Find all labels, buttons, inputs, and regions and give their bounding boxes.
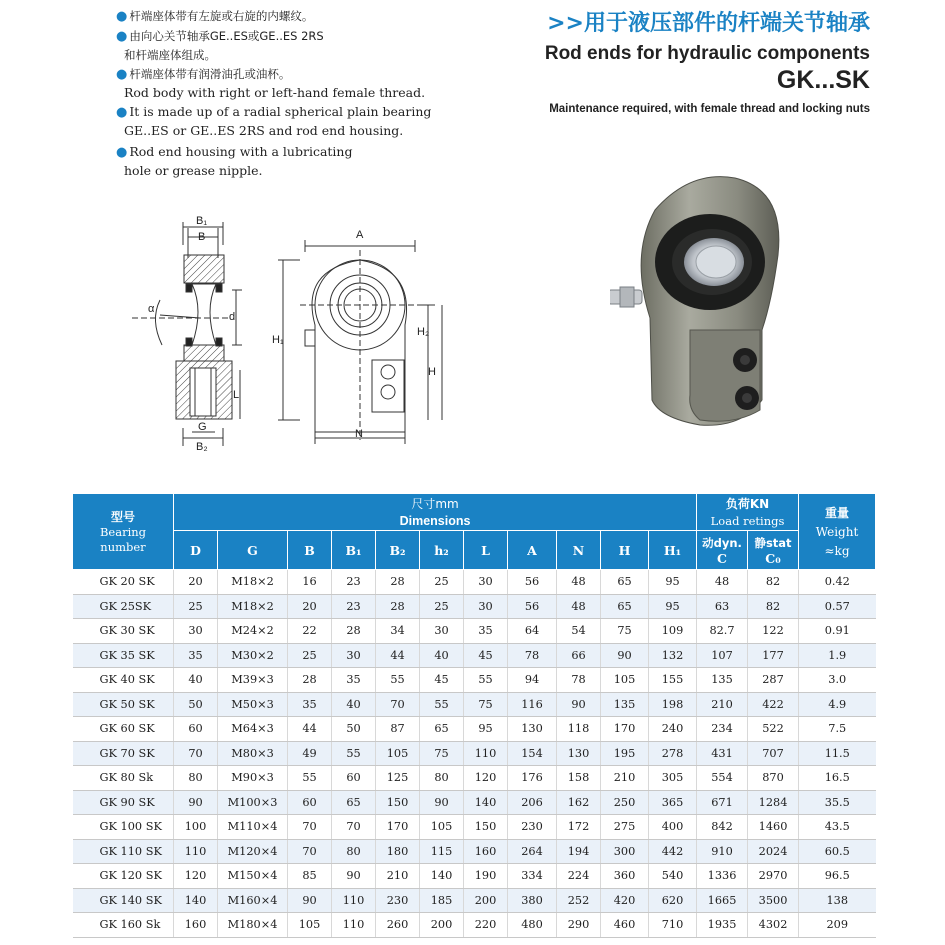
- value-cell: 442: [649, 839, 697, 864]
- label-h1: H₁: [272, 334, 284, 346]
- value-cell: M150×4: [218, 864, 288, 889]
- value-cell: 109: [649, 619, 697, 644]
- value-cell: 30: [464, 594, 508, 619]
- value-cell: 0.42: [799, 570, 876, 595]
- value-cell: 110: [464, 741, 508, 766]
- value-cell: 278: [649, 741, 697, 766]
- model-cell: GK 40 SK: [73, 668, 174, 693]
- table-row: [73, 888, 876, 913]
- value-cell: 198: [649, 692, 697, 717]
- value-cell: 65: [420, 717, 464, 742]
- col-g: G: [218, 531, 288, 570]
- col-h1: H₁: [649, 531, 697, 570]
- value-cell: 66: [557, 643, 601, 668]
- table-row: [73, 864, 876, 889]
- model-cell: GK 70 SK: [73, 741, 174, 766]
- value-cell: 210: [376, 864, 420, 889]
- value-cell: 90: [288, 888, 332, 913]
- value-cell: 40: [332, 692, 376, 717]
- dimensions-table: [72, 493, 876, 938]
- model-cell: GK 90 SK: [73, 790, 174, 815]
- table-row: [73, 619, 876, 644]
- value-cell: 150: [464, 815, 508, 840]
- value-cell: 870: [748, 766, 799, 791]
- value-cell: 30: [464, 570, 508, 595]
- value-cell: 75: [420, 741, 464, 766]
- value-cell: M120×4: [218, 839, 288, 864]
- value-cell: 365: [649, 790, 697, 815]
- value-cell: 56: [508, 594, 557, 619]
- value-cell: 110: [332, 913, 376, 938]
- value-cell: 115: [420, 839, 464, 864]
- table-row: [73, 766, 876, 791]
- value-cell: 194: [557, 839, 601, 864]
- value-cell: 380: [508, 888, 557, 913]
- value-cell: 100: [174, 815, 218, 840]
- value-cell: 120: [464, 766, 508, 791]
- value-cell: 138: [799, 888, 876, 913]
- value-cell: 35: [174, 643, 218, 668]
- value-cell: M90×3: [218, 766, 288, 791]
- value-cell: 122: [748, 619, 799, 644]
- value-cell: 64: [508, 619, 557, 644]
- value-cell: 522: [748, 717, 799, 742]
- value-cell: M110×4: [218, 815, 288, 840]
- value-cell: M100×3: [218, 790, 288, 815]
- value-cell: 43.5: [799, 815, 876, 840]
- value-cell: 60.5: [799, 839, 876, 864]
- value-cell: 30: [332, 643, 376, 668]
- value-cell: 56: [508, 570, 557, 595]
- table-row: [73, 594, 876, 619]
- label-b: B: [198, 231, 206, 243]
- value-cell: 110: [332, 888, 376, 913]
- value-cell: 220: [464, 913, 508, 938]
- bullet-icon: ●: [116, 105, 128, 120]
- value-cell: 176: [508, 766, 557, 791]
- label-b1: B₁: [196, 215, 208, 227]
- header-weight: 重量 Weight ≈kg: [799, 494, 876, 570]
- col-b1: B₁: [332, 531, 376, 570]
- value-cell: 250: [601, 790, 649, 815]
- value-cell: M18×2: [218, 594, 288, 619]
- label-a: A: [356, 229, 364, 241]
- value-cell: 2970: [748, 864, 799, 889]
- value-cell: 170: [376, 815, 420, 840]
- model-cell: GK 140 SK: [73, 888, 174, 913]
- value-cell: 105: [420, 815, 464, 840]
- table-row: [73, 570, 876, 595]
- value-cell: 1460: [748, 815, 799, 840]
- model-cell: GK 60 SK: [73, 717, 174, 742]
- value-cell: M24×2: [218, 619, 288, 644]
- feature-cn-3: ● 杆端座体带有润滑油孔或油杯。: [116, 67, 291, 82]
- value-cell: 78: [508, 643, 557, 668]
- value-cell: 210: [601, 766, 649, 791]
- value-cell: 480: [508, 913, 557, 938]
- value-cell: 116: [508, 692, 557, 717]
- value-cell: 1665: [697, 888, 748, 913]
- value-cell: 170: [601, 717, 649, 742]
- value-cell: 1336: [697, 864, 748, 889]
- bullet-icon: ●: [116, 9, 128, 24]
- model-cell: GK 35 SK: [73, 643, 174, 668]
- col-b: B: [288, 531, 332, 570]
- table-row: [73, 815, 876, 840]
- model-cell: GK 110 SK: [73, 839, 174, 864]
- value-cell: 158: [557, 766, 601, 791]
- value-cell: 65: [601, 594, 649, 619]
- value-cell: 105: [601, 668, 649, 693]
- value-cell: 70: [376, 692, 420, 717]
- value-cell: 96.5: [799, 864, 876, 889]
- table-row: [73, 668, 876, 693]
- value-cell: 75: [601, 619, 649, 644]
- label-b2: B₂: [196, 441, 208, 453]
- value-cell: 132: [649, 643, 697, 668]
- value-cell: 25: [420, 570, 464, 595]
- value-cell: M180×4: [218, 913, 288, 938]
- value-cell: 120: [174, 864, 218, 889]
- value-cell: 707: [748, 741, 799, 766]
- value-cell: 80: [174, 766, 218, 791]
- value-cell: 185: [420, 888, 464, 913]
- value-cell: 80: [332, 839, 376, 864]
- value-cell: 105: [288, 913, 332, 938]
- label-l: L: [233, 389, 240, 401]
- value-cell: 25: [288, 643, 332, 668]
- value-cell: 162: [557, 790, 601, 815]
- value-cell: 710: [649, 913, 697, 938]
- value-cell: 252: [557, 888, 601, 913]
- value-cell: 150: [376, 790, 420, 815]
- table-row: [73, 741, 876, 766]
- col-h2: h₂: [420, 531, 464, 570]
- value-cell: 300: [601, 839, 649, 864]
- value-cell: 422: [748, 692, 799, 717]
- label-g: G: [198, 421, 207, 433]
- feature-en-2: ● It is made up of a radial spherical plain bearing: [116, 104, 432, 120]
- value-cell: 460: [601, 913, 649, 938]
- value-cell: 60: [174, 717, 218, 742]
- value-cell: 671: [697, 790, 748, 815]
- value-cell: 60: [332, 766, 376, 791]
- col-h: H: [601, 531, 649, 570]
- label-h2: H₂: [417, 326, 430, 338]
- value-cell: 305: [649, 766, 697, 791]
- value-cell: 230: [376, 888, 420, 913]
- value-cell: 0.91: [799, 619, 876, 644]
- value-cell: 90: [557, 692, 601, 717]
- value-cell: 400: [649, 815, 697, 840]
- value-cell: 22: [288, 619, 332, 644]
- value-cell: 70: [174, 741, 218, 766]
- bullet-icon: ●: [116, 145, 128, 160]
- value-cell: 45: [464, 643, 508, 668]
- value-cell: 160: [174, 913, 218, 938]
- col-l: L: [464, 531, 508, 570]
- bullet-icon: ●: [116, 67, 128, 82]
- value-cell: 48: [557, 570, 601, 595]
- bullet-icon: ●: [116, 29, 128, 44]
- value-cell: 160: [464, 839, 508, 864]
- subtitle: Maintenance required, with female thread and locking nuts: [549, 103, 870, 115]
- model-cell: GK 100 SK: [73, 815, 174, 840]
- value-cell: M80×3: [218, 741, 288, 766]
- section-view: [132, 222, 242, 446]
- label-h: H: [428, 366, 436, 378]
- value-cell: 28: [376, 570, 420, 595]
- value-cell: 90: [174, 790, 218, 815]
- feature-en-2b: GE..ES or GE..ES 2RS and rod end housing.: [124, 123, 404, 138]
- title-cn: >>用于液压部件的杆端关节轴承: [547, 11, 870, 36]
- value-cell: 82.7: [697, 619, 748, 644]
- value-cell: 35: [464, 619, 508, 644]
- value-cell: 1.9: [799, 643, 876, 668]
- value-cell: 107: [697, 643, 748, 668]
- value-cell: 224: [557, 864, 601, 889]
- value-cell: 45: [420, 668, 464, 693]
- model-cell: GK 20 SK: [73, 570, 174, 595]
- value-cell: 85: [288, 864, 332, 889]
- col-n: N: [557, 531, 601, 570]
- value-cell: 35: [288, 692, 332, 717]
- feature-cn-2: ● 由向心关节轴承GE..ES或GE..ES 2RS: [116, 29, 324, 44]
- value-cell: 140: [464, 790, 508, 815]
- table-row: [73, 643, 876, 668]
- value-cell: M50×3: [218, 692, 288, 717]
- value-cell: 154: [508, 741, 557, 766]
- col-dyn: 动dyn. C: [697, 531, 748, 570]
- feature-cn-2b: 和杆端座体组成。: [124, 48, 216, 62]
- value-cell: 54: [557, 619, 601, 644]
- value-cell: 200: [420, 913, 464, 938]
- technical-drawing: [120, 205, 450, 460]
- value-cell: 140: [420, 864, 464, 889]
- value-cell: 90: [420, 790, 464, 815]
- value-cell: 95: [649, 594, 697, 619]
- value-cell: 44: [376, 643, 420, 668]
- value-cell: 135: [697, 668, 748, 693]
- value-cell: 90: [601, 643, 649, 668]
- value-cell: 554: [697, 766, 748, 791]
- value-cell: 82: [748, 570, 799, 595]
- value-cell: 130: [508, 717, 557, 742]
- model-cell: GK 120 SK: [73, 864, 174, 889]
- value-cell: 431: [697, 741, 748, 766]
- title-en: Rod ends for hydraulic components: [544, 43, 870, 64]
- col-a: A: [508, 531, 557, 570]
- header-load: 负荷KN Load retings: [697, 494, 799, 531]
- value-cell: 172: [557, 815, 601, 840]
- header-model: 型号 Bearing number: [73, 494, 174, 570]
- value-cell: 65: [332, 790, 376, 815]
- value-cell: 7.5: [799, 717, 876, 742]
- value-cell: 70: [332, 815, 376, 840]
- value-cell: 16: [288, 570, 332, 595]
- value-cell: 0.57: [799, 594, 876, 619]
- value-cell: 35: [332, 668, 376, 693]
- value-cell: 110: [174, 839, 218, 864]
- value-cell: 55: [376, 668, 420, 693]
- value-cell: 63: [697, 594, 748, 619]
- value-cell: 620: [649, 888, 697, 913]
- value-cell: 105: [376, 741, 420, 766]
- value-cell: 264: [508, 839, 557, 864]
- table-row: [73, 692, 876, 717]
- value-cell: 30: [174, 619, 218, 644]
- value-cell: 260: [376, 913, 420, 938]
- model-cell: GK 80 Sk: [73, 766, 174, 791]
- value-cell: 48: [557, 594, 601, 619]
- value-cell: 190: [464, 864, 508, 889]
- value-cell: 130: [557, 741, 601, 766]
- value-cell: 70: [288, 815, 332, 840]
- value-cell: 118: [557, 717, 601, 742]
- value-cell: 4.9: [799, 692, 876, 717]
- value-cell: 95: [649, 570, 697, 595]
- value-cell: 240: [649, 717, 697, 742]
- value-cell: 82: [748, 594, 799, 619]
- table-row: [73, 790, 876, 815]
- value-cell: 287: [748, 668, 799, 693]
- value-cell: 16.5: [799, 766, 876, 791]
- col-stat: 静stat C₀: [748, 531, 799, 570]
- value-cell: 11.5: [799, 741, 876, 766]
- value-cell: M18×2: [218, 570, 288, 595]
- table-row: [73, 717, 876, 742]
- value-cell: 195: [601, 741, 649, 766]
- value-cell: 75: [464, 692, 508, 717]
- table-row: [73, 839, 876, 864]
- label-alpha: α: [148, 303, 155, 315]
- table-row: [73, 913, 876, 938]
- value-cell: 70: [288, 839, 332, 864]
- value-cell: 94: [508, 668, 557, 693]
- value-cell: 177: [748, 643, 799, 668]
- value-cell: 78: [557, 668, 601, 693]
- model-cell: GK 160 Sk: [73, 913, 174, 938]
- value-cell: 234: [697, 717, 748, 742]
- value-cell: 35.5: [799, 790, 876, 815]
- label-n: N: [355, 428, 363, 440]
- value-cell: 140: [174, 888, 218, 913]
- value-cell: 2024: [748, 839, 799, 864]
- front-view: [278, 240, 442, 444]
- value-cell: 125: [376, 766, 420, 791]
- value-cell: M160×4: [218, 888, 288, 913]
- value-cell: 1935: [697, 913, 748, 938]
- value-cell: 44: [288, 717, 332, 742]
- value-cell: M39×3: [218, 668, 288, 693]
- model-cell: GK 30 SK: [73, 619, 174, 644]
- value-cell: 206: [508, 790, 557, 815]
- feature-en-1: Rod body with right or left-hand female thread.: [124, 85, 426, 100]
- value-cell: 40: [420, 643, 464, 668]
- value-cell: 25: [420, 594, 464, 619]
- value-cell: 23: [332, 570, 376, 595]
- value-cell: 60: [288, 790, 332, 815]
- value-cell: 842: [697, 815, 748, 840]
- label-d: d: [229, 311, 236, 323]
- value-cell: 30: [420, 619, 464, 644]
- value-cell: 40: [174, 668, 218, 693]
- value-cell: 155: [649, 668, 697, 693]
- value-cell: 3500: [748, 888, 799, 913]
- value-cell: 290: [557, 913, 601, 938]
- value-cell: 334: [508, 864, 557, 889]
- value-cell: 55: [288, 766, 332, 791]
- value-cell: 28: [288, 668, 332, 693]
- table-body: [73, 570, 876, 938]
- value-cell: 50: [174, 692, 218, 717]
- product-photo: [610, 170, 800, 435]
- col-b2: B₂: [376, 531, 420, 570]
- value-cell: 87: [376, 717, 420, 742]
- value-cell: 50: [332, 717, 376, 742]
- value-cell: 23: [332, 594, 376, 619]
- value-cell: 90: [332, 864, 376, 889]
- value-cell: 25: [174, 594, 218, 619]
- value-cell: 49: [288, 741, 332, 766]
- model-cell: GK 25SK: [73, 594, 174, 619]
- value-cell: 28: [332, 619, 376, 644]
- feature-en-3b: hole or grease nipple.: [124, 163, 263, 178]
- value-cell: 95: [464, 717, 508, 742]
- feature-cn-1: ● 杆端座体带有左旋或右旋的内螺纹。: [116, 9, 314, 24]
- value-cell: M64×3: [218, 717, 288, 742]
- value-cell: 420: [601, 888, 649, 913]
- value-cell: 1284: [748, 790, 799, 815]
- value-cell: 540: [649, 864, 697, 889]
- value-cell: 910: [697, 839, 748, 864]
- value-cell: 200: [464, 888, 508, 913]
- value-cell: 3.0: [799, 668, 876, 693]
- value-cell: 20: [288, 594, 332, 619]
- value-cell: 80: [420, 766, 464, 791]
- value-cell: 55: [420, 692, 464, 717]
- value-cell: 275: [601, 815, 649, 840]
- col-d: D: [174, 531, 218, 570]
- value-cell: 360: [601, 864, 649, 889]
- value-cell: 230: [508, 815, 557, 840]
- value-cell: 20: [174, 570, 218, 595]
- value-cell: 28: [376, 594, 420, 619]
- value-cell: 55: [332, 741, 376, 766]
- value-cell: 48: [697, 570, 748, 595]
- value-cell: 34: [376, 619, 420, 644]
- value-cell: 180: [376, 839, 420, 864]
- value-cell: 65: [601, 570, 649, 595]
- feature-en-3: ● Rod end housing with a lubricating: [116, 144, 353, 160]
- product-code: GK...SK: [776, 66, 870, 94]
- model-cell: GK 50 SK: [73, 692, 174, 717]
- value-cell: 55: [464, 668, 508, 693]
- header-dimensions: 尺寸mm Dimensions: [174, 494, 697, 531]
- value-cell: 209: [799, 913, 876, 938]
- value-cell: 135: [601, 692, 649, 717]
- value-cell: M30×2: [218, 643, 288, 668]
- value-cell: 210: [697, 692, 748, 717]
- value-cell: 4302: [748, 913, 799, 938]
